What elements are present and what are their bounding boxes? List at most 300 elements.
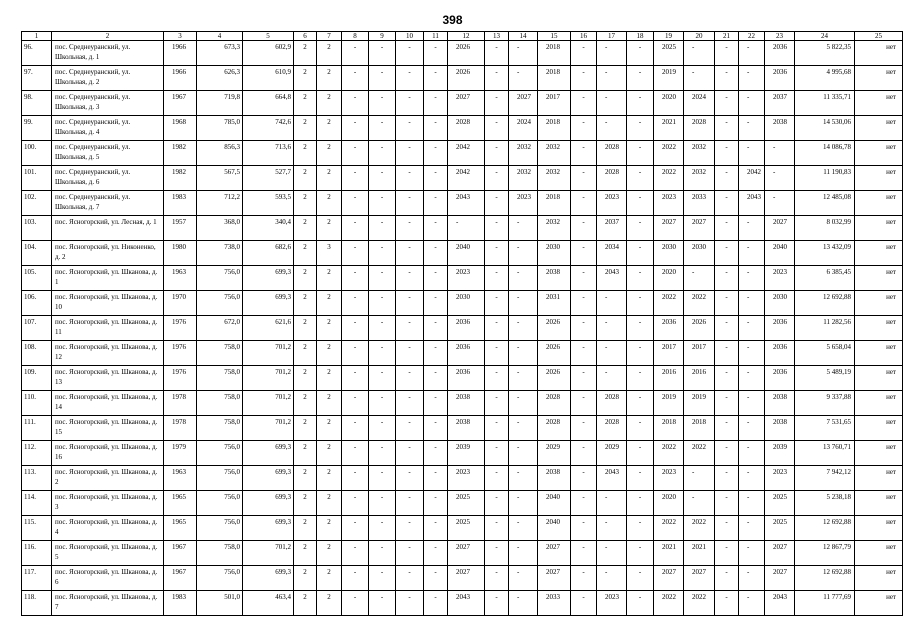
table-cell: -	[739, 241, 765, 266]
table-cell: 368,0	[197, 216, 243, 241]
table-cell: -	[715, 541, 739, 566]
table-cell: 756,0	[197, 566, 243, 591]
table-cell: -	[485, 291, 509, 316]
table-cell: 2	[317, 516, 342, 541]
table-cell: -	[424, 66, 448, 91]
table-cell: 593,5	[243, 191, 294, 216]
address-cell: пос. Среднеуранский, ул. Школьная, д. 1	[52, 41, 164, 66]
table-cell: -	[424, 341, 448, 366]
table-cell: -	[571, 441, 597, 466]
table-cell: -	[715, 216, 739, 241]
table-cell: -	[424, 516, 448, 541]
table-cell: 2033	[538, 591, 571, 616]
table-cell: -	[715, 116, 739, 141]
table-cell: 2	[294, 216, 317, 241]
column-header: 16	[571, 32, 597, 41]
table-cell: -	[369, 366, 396, 391]
column-header: 6	[294, 32, 317, 41]
table-cell: -	[369, 416, 396, 441]
table-cell: 117.	[22, 566, 52, 591]
table-cell: -	[396, 366, 424, 391]
table-cell: -	[627, 541, 654, 566]
table-cell: -	[396, 341, 424, 366]
table-cell: -	[369, 116, 396, 141]
table-cell: 2028	[597, 416, 627, 441]
table-cell: -	[571, 591, 597, 616]
table-cell: 2	[317, 266, 342, 291]
table-cell: нет	[855, 541, 903, 566]
table-cell: 2040	[538, 516, 571, 541]
column-header: 23	[765, 32, 795, 41]
column-header: 7	[317, 32, 342, 41]
table-cell: 3	[317, 241, 342, 266]
table-cell: -	[627, 166, 654, 191]
table-cell: -	[715, 341, 739, 366]
table-cell: 2043	[597, 466, 627, 491]
table-cell: 785,0	[197, 116, 243, 141]
table-cell: -	[739, 466, 765, 491]
table-cell: -	[369, 216, 396, 241]
table-cell: 2032	[509, 141, 538, 166]
table-cell: нет	[855, 341, 903, 366]
table-cell: 2027	[765, 541, 795, 566]
address-cell: пос. Ясногорский, ул. Шканова, д. 7	[52, 591, 164, 616]
table-cell: 116.	[22, 541, 52, 566]
table-cell: 2026	[448, 66, 485, 91]
table-cell: 101.	[22, 166, 52, 191]
table-cell: -	[485, 516, 509, 541]
table-row	[22, 316, 903, 341]
table-cell: 756,0	[197, 441, 243, 466]
table-cell: 1976	[164, 341, 197, 366]
table-cell: 2	[317, 366, 342, 391]
table-cell: 110.	[22, 391, 52, 416]
table-cell: -	[509, 291, 538, 316]
table-cell: 7 531,65	[795, 416, 855, 441]
table-cell: -	[627, 341, 654, 366]
table-cell: -	[485, 541, 509, 566]
table-row	[22, 391, 903, 416]
table-cell: 1967	[164, 91, 197, 116]
table-cell: -	[739, 41, 765, 66]
table-cell: 2017	[654, 341, 684, 366]
table-cell: -	[739, 566, 765, 591]
table-cell: -	[715, 41, 739, 66]
table-cell: 501,0	[197, 591, 243, 616]
table-cell: -	[509, 316, 538, 341]
table-cell: 1978	[164, 391, 197, 416]
table-cell: 2018	[538, 66, 571, 91]
table-cell: -	[485, 116, 509, 141]
table-cell: -	[424, 591, 448, 616]
table-cell: 2022	[654, 441, 684, 466]
table-cell: 2027	[448, 541, 485, 566]
table-row	[22, 166, 903, 191]
table-cell: 2027	[765, 216, 795, 241]
table-cell: 712,2	[197, 191, 243, 216]
table-cell: -	[485, 66, 509, 91]
table-cell: 758,0	[197, 416, 243, 441]
table-cell: -	[597, 291, 627, 316]
table-cell: 8 032,99	[795, 216, 855, 241]
table-cell: 2023	[509, 191, 538, 216]
table-cell: 758,0	[197, 341, 243, 366]
table-cell: -	[509, 441, 538, 466]
table-cell: -	[765, 191, 795, 216]
table-cell: 2030	[684, 241, 715, 266]
table-cell: 2032	[538, 216, 571, 241]
table-row	[22, 466, 903, 491]
table-cell: 2043	[765, 591, 795, 616]
table-cell: 701,2	[243, 416, 294, 441]
table-cell: -	[684, 41, 715, 66]
table-cell: 5 658,04	[795, 341, 855, 366]
table-cell: 2023	[597, 191, 627, 216]
table-cell: -	[424, 216, 448, 241]
table-cell: 1982	[164, 166, 197, 191]
table-cell: 2022	[654, 291, 684, 316]
table-cell: 1968	[164, 116, 197, 141]
table-cell: 756,0	[197, 466, 243, 491]
table-cell: -	[715, 491, 739, 516]
table-cell: -	[509, 66, 538, 91]
address-cell: пос. Ясногорский, ул. Шканова, д. 11	[52, 316, 164, 341]
address-cell: пос. Среднеуранский, ул. Школьная, д. 4	[52, 116, 164, 141]
table-cell: 2027	[538, 541, 571, 566]
table-cell: -	[424, 566, 448, 591]
table-cell: 2023	[765, 266, 795, 291]
table-row	[22, 541, 903, 566]
table-cell: 1967	[164, 541, 197, 566]
table-cell: -	[342, 66, 369, 91]
table-cell: 12 692,88	[795, 516, 855, 541]
table-cell: 6 385,45	[795, 266, 855, 291]
table-cell: 97.	[22, 66, 52, 91]
table-cell: -	[485, 591, 509, 616]
table-cell: 2020	[654, 491, 684, 516]
table-cell: 2018	[684, 416, 715, 441]
table-cell: -	[509, 341, 538, 366]
table-cell: -	[597, 41, 627, 66]
table-cell: 758,0	[197, 391, 243, 416]
table-cell: 107.	[22, 316, 52, 341]
table-cell: -	[485, 216, 509, 241]
table-cell: 2022	[684, 441, 715, 466]
table-cell: 699,3	[243, 491, 294, 516]
table-row	[22, 191, 903, 216]
table-cell: -	[342, 541, 369, 566]
address-cell: пос. Ясногорский, ул. Шканова, д. 3	[52, 491, 164, 516]
table-cell: -	[571, 241, 597, 266]
table-cell: 2022	[654, 591, 684, 616]
table-cell: 2023	[597, 591, 627, 616]
table-cell: 756,0	[197, 266, 243, 291]
table-cell: -	[627, 91, 654, 116]
table-cell: -	[342, 416, 369, 441]
column-header: 11	[424, 32, 448, 41]
address-cell: пос. Ясногорский, ул. Шканова, д. 13	[52, 366, 164, 391]
table-cell: 2039	[765, 441, 795, 466]
table-cell: -	[739, 66, 765, 91]
table-cell: -	[396, 66, 424, 91]
table-cell: 2	[294, 341, 317, 366]
table-cell: -	[715, 66, 739, 91]
table-cell: нет	[855, 466, 903, 491]
table-cell: 2026	[684, 316, 715, 341]
table-cell: -	[739, 391, 765, 416]
table-cell: -	[597, 116, 627, 141]
table-cell: 102.	[22, 191, 52, 216]
table-cell: -	[396, 416, 424, 441]
table-cell: нет	[855, 391, 903, 416]
table-cell: 567,5	[197, 166, 243, 191]
table-cell: 2042	[739, 166, 765, 191]
table-cell: -	[509, 591, 538, 616]
table-cell: -	[597, 91, 627, 116]
table-cell: -	[571, 491, 597, 516]
table-cell: нет	[855, 141, 903, 166]
table-cell: -	[597, 541, 627, 566]
table-cell: 2	[294, 241, 317, 266]
table-cell: 610,9	[243, 66, 294, 91]
table-cell: -	[396, 141, 424, 166]
table-cell: -	[396, 491, 424, 516]
table-cell: 2028	[538, 416, 571, 441]
table-cell: -	[571, 66, 597, 91]
table-cell: -	[597, 491, 627, 516]
table-cell: -	[396, 566, 424, 591]
table-cell: 2021	[654, 116, 684, 141]
table-cell: 2022	[654, 166, 684, 191]
table-cell: -	[509, 566, 538, 591]
column-header: 1	[22, 32, 52, 41]
table-cell: -	[739, 366, 765, 391]
table-cell: -	[571, 516, 597, 541]
table-cell: -	[396, 541, 424, 566]
table-cell: -	[627, 41, 654, 66]
table-cell: 13 432,09	[795, 241, 855, 266]
table-cell: -	[424, 241, 448, 266]
table-cell: -	[342, 516, 369, 541]
table-cell: -	[627, 316, 654, 341]
table-cell: 2	[317, 91, 342, 116]
table-cell: 2	[317, 591, 342, 616]
table-cell: -	[627, 366, 654, 391]
table-cell: 2	[294, 366, 317, 391]
table-cell: -	[571, 341, 597, 366]
table-cell: 100.	[22, 141, 52, 166]
table-cell: 11 777,69	[795, 591, 855, 616]
table-cell: 2	[294, 516, 317, 541]
table-cell: 12 692,88	[795, 566, 855, 591]
table-cell: 664,8	[243, 91, 294, 116]
table-cell: -	[715, 516, 739, 541]
column-header: 14	[509, 32, 538, 41]
table-cell: -	[571, 316, 597, 341]
table-cell: -	[509, 241, 538, 266]
table-cell: 2034	[597, 241, 627, 266]
table-cell: нет	[855, 266, 903, 291]
table-cell: -	[684, 466, 715, 491]
table-cell: -	[424, 41, 448, 66]
table-cell: -	[485, 266, 509, 291]
table-cell: -	[485, 241, 509, 266]
table-cell: 108.	[22, 341, 52, 366]
table-cell: -	[396, 166, 424, 191]
table-cell: -	[424, 441, 448, 466]
table-cell: 99.	[22, 116, 52, 141]
table-cell: 2043	[597, 266, 627, 291]
table-cell: нет	[855, 441, 903, 466]
table-cell: 2028	[597, 391, 627, 416]
table-cell: 2	[317, 391, 342, 416]
table-cell: 2025	[448, 491, 485, 516]
table-cell: 2027	[684, 566, 715, 591]
table-cell: 2036	[448, 341, 485, 366]
table-cell: -	[342, 566, 369, 591]
column-header: 12	[448, 32, 485, 41]
table-cell: 602,9	[243, 41, 294, 66]
table-cell: -	[424, 391, 448, 416]
table-cell: 12 867,79	[795, 541, 855, 566]
table-cell: -	[627, 241, 654, 266]
table-cell: 2	[294, 591, 317, 616]
table-cell: 2032	[684, 141, 715, 166]
table-cell: 699,3	[243, 566, 294, 591]
column-header: 19	[654, 32, 684, 41]
table-cell: нет	[855, 491, 903, 516]
table-cell: 1970	[164, 291, 197, 316]
table-cell: -	[396, 191, 424, 216]
table-cell: 2	[317, 66, 342, 91]
table-cell: 2025	[448, 516, 485, 541]
table-cell: -	[597, 516, 627, 541]
table-cell: -	[715, 591, 739, 616]
table-cell: -	[627, 566, 654, 591]
table-cell: 2036	[765, 316, 795, 341]
table-cell: -	[342, 141, 369, 166]
table-cell: 2028	[597, 141, 627, 166]
table-cell: нет	[855, 166, 903, 191]
table-cell: 113.	[22, 466, 52, 491]
table-cell: 2	[294, 466, 317, 491]
address-cell: пос. Ясногорский, ул. Шканова, д. 12	[52, 341, 164, 366]
table-cell: -	[485, 466, 509, 491]
table-cell: -	[739, 416, 765, 441]
table-cell: -	[485, 441, 509, 466]
table-cell: -	[396, 516, 424, 541]
table-cell: нет	[855, 191, 903, 216]
table-cell: 2024	[684, 91, 715, 116]
table-cell: -	[715, 266, 739, 291]
table-cell: -	[369, 191, 396, 216]
column-header: 5	[243, 32, 294, 41]
table-cell: 1976	[164, 366, 197, 391]
table-cell: -	[739, 141, 765, 166]
address-cell: пос. Ясногорский, ул. Шканова, д. 5	[52, 541, 164, 566]
table-cell: -	[597, 566, 627, 591]
table-cell: 12 485,08	[795, 191, 855, 216]
table-cell: 1983	[164, 191, 197, 216]
table-cell: -	[627, 116, 654, 141]
table-cell: 758,0	[197, 541, 243, 566]
table-cell: 2021	[654, 541, 684, 566]
table-cell: 2	[317, 441, 342, 466]
table-cell: -	[342, 316, 369, 341]
table-cell: -	[571, 566, 597, 591]
table-cell: -	[369, 441, 396, 466]
table-cell: 2019	[654, 391, 684, 416]
table-cell: 2019	[684, 391, 715, 416]
table-cell: 2	[294, 316, 317, 341]
table-cell: -	[739, 341, 765, 366]
table-cell: 2037	[765, 91, 795, 116]
table-cell: -	[342, 91, 369, 116]
table-row	[22, 91, 903, 116]
table-cell: -	[684, 491, 715, 516]
table-cell: 2040	[538, 491, 571, 516]
table-cell: 2023	[654, 466, 684, 491]
table-cell: -	[597, 366, 627, 391]
table-cell: -	[509, 516, 538, 541]
table-cell: -	[396, 291, 424, 316]
table-cell: -	[342, 591, 369, 616]
table-cell: 2027	[509, 91, 538, 116]
table-cell: 2030	[654, 241, 684, 266]
table-cell: 2030	[448, 291, 485, 316]
table-cell: -	[396, 91, 424, 116]
table-cell: 756,0	[197, 291, 243, 316]
table-cell: 340,4	[243, 216, 294, 241]
table-body	[22, 41, 903, 616]
table-cell: 105.	[22, 266, 52, 291]
table-cell: 111.	[22, 416, 52, 441]
table-row	[22, 366, 903, 391]
table-cell: -	[597, 341, 627, 366]
table-cell: 2026	[538, 316, 571, 341]
table-cell: -	[485, 391, 509, 416]
table-cell: -	[396, 241, 424, 266]
column-header: 15	[538, 32, 571, 41]
column-header: 13	[485, 32, 509, 41]
table-cell: -	[571, 216, 597, 241]
table-cell: нет	[855, 41, 903, 66]
table-cell: 2031	[538, 291, 571, 316]
table-row	[22, 241, 903, 266]
table-cell: 2040	[765, 241, 795, 266]
table-cell: 2	[294, 441, 317, 466]
table-cell: 2018	[654, 416, 684, 441]
table-row	[22, 141, 903, 166]
table-cell: 2	[317, 541, 342, 566]
table-cell: 1980	[164, 241, 197, 266]
table-cell: -	[369, 591, 396, 616]
table-cell: -	[342, 341, 369, 366]
table-cell: 114.	[22, 491, 52, 516]
table-cell: -	[571, 541, 597, 566]
table-cell: 2023	[448, 266, 485, 291]
table-cell: -	[715, 191, 739, 216]
table-cell: 2036	[654, 316, 684, 341]
table-cell: 756,0	[197, 491, 243, 516]
table-cell: -	[627, 416, 654, 441]
table-cell: 2028	[684, 116, 715, 141]
address-cell: пос. Ясногорский, ул. Шканова, д. 1	[52, 266, 164, 291]
address-cell: пос. Ясногорский, ул. Лесная, д. 1	[52, 216, 164, 241]
table-cell: 2	[317, 466, 342, 491]
table-cell: -	[715, 566, 739, 591]
table-cell: 1965	[164, 516, 197, 541]
